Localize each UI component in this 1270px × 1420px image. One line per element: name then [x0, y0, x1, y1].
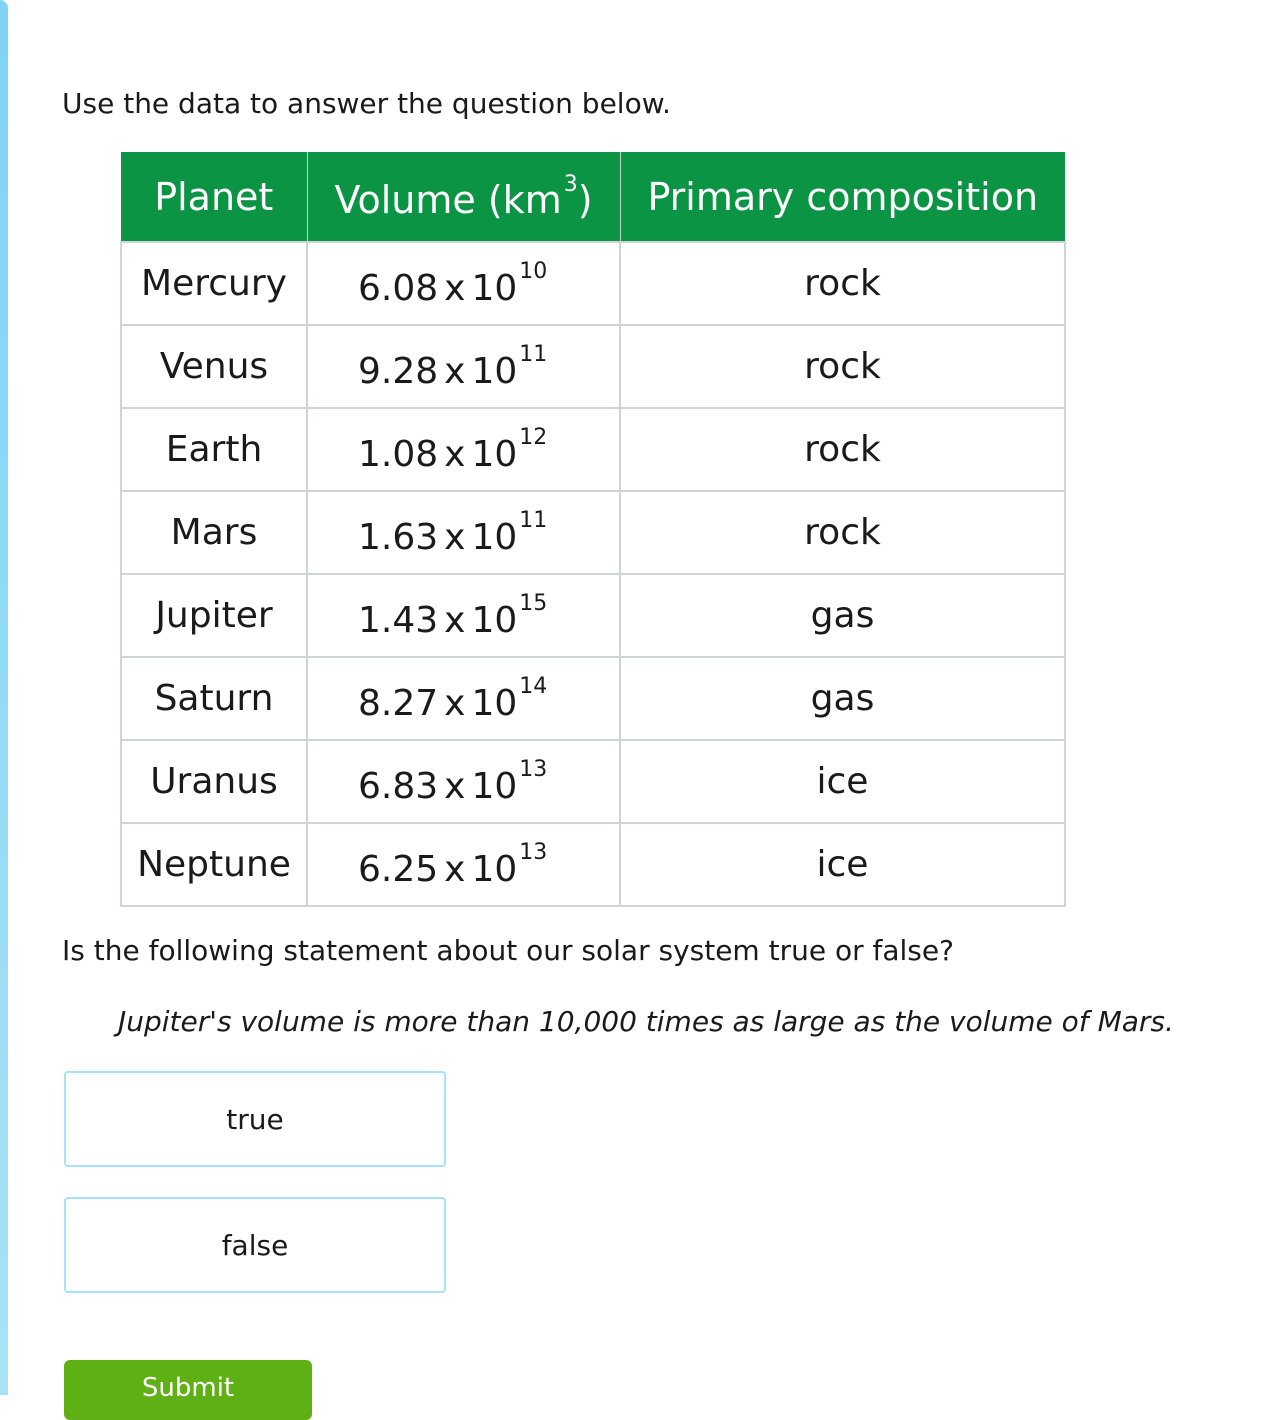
submit-button[interactable]: Submit [64, 1360, 312, 1420]
cell-composition: rock [620, 491, 1065, 574]
answer-true-label: true [226, 1102, 284, 1136]
cell-planet: Venus [121, 325, 307, 408]
cell-volume: 6.25 x $10^{13}$ [307, 823, 620, 906]
cell-composition: rock [620, 408, 1065, 491]
instruction-text: Use the data to answer the question below. [62, 87, 671, 120]
cell-volume: 6.83 x $10^{13}$ [307, 740, 620, 823]
table-row [121, 823, 1065, 906]
cell-planet: Saturn [121, 657, 307, 740]
question-text: Is the following statement about our solar system true or false? [62, 934, 954, 967]
cell-planet: Mars [121, 491, 307, 574]
cell-volume: 1.08 x $10^{12}$ [307, 408, 620, 491]
cell-composition: rock [620, 242, 1065, 325]
table-row [121, 242, 1065, 325]
cell-volume: 6.08 x $10^{10}$ [307, 242, 620, 325]
table-row [121, 408, 1065, 491]
answer-false-label: false [221, 1228, 289, 1262]
cell-volume: 1.63 x $10^{11}$ [307, 491, 620, 574]
table-row [121, 657, 1065, 740]
cell-planet: Neptune [121, 823, 307, 906]
table-header-row [121, 152, 1065, 242]
answer-false-button[interactable] [64, 1197, 446, 1293]
cell-composition: gas [620, 657, 1065, 740]
left-accent-strip [0, 0, 8, 1395]
cell-planet: Mercury [121, 242, 307, 325]
cell-composition: rock [620, 325, 1065, 408]
statement-text: Jupiter's volume is more than 10,000 times as large as the volume of Mars. [118, 1005, 1174, 1038]
answer-true-button[interactable] [64, 1071, 446, 1167]
header-volume: Volume $(km^3)$ [307, 152, 620, 242]
cell-composition: ice [620, 740, 1065, 823]
planet-data-table [120, 152, 1066, 907]
header-planet: Planet [121, 152, 307, 242]
cell-volume: 8.27 x $10^{14}$ [307, 657, 620, 740]
table-row [121, 325, 1065, 408]
cell-volume: 1.43 x $10^{15}$ [307, 574, 620, 657]
header-composition: Primary composition [620, 152, 1065, 242]
cell-composition: gas [620, 574, 1065, 657]
cell-planet: Jupiter [121, 574, 307, 657]
cell-composition: ice [620, 823, 1065, 906]
cell-planet: Earth [121, 408, 307, 491]
table-row [121, 740, 1065, 823]
cell-planet: Uranus [121, 740, 307, 823]
table-row [121, 574, 1065, 657]
table-row [121, 491, 1065, 574]
cell-volume: 9.28 x $10^{11}$ [307, 325, 620, 408]
